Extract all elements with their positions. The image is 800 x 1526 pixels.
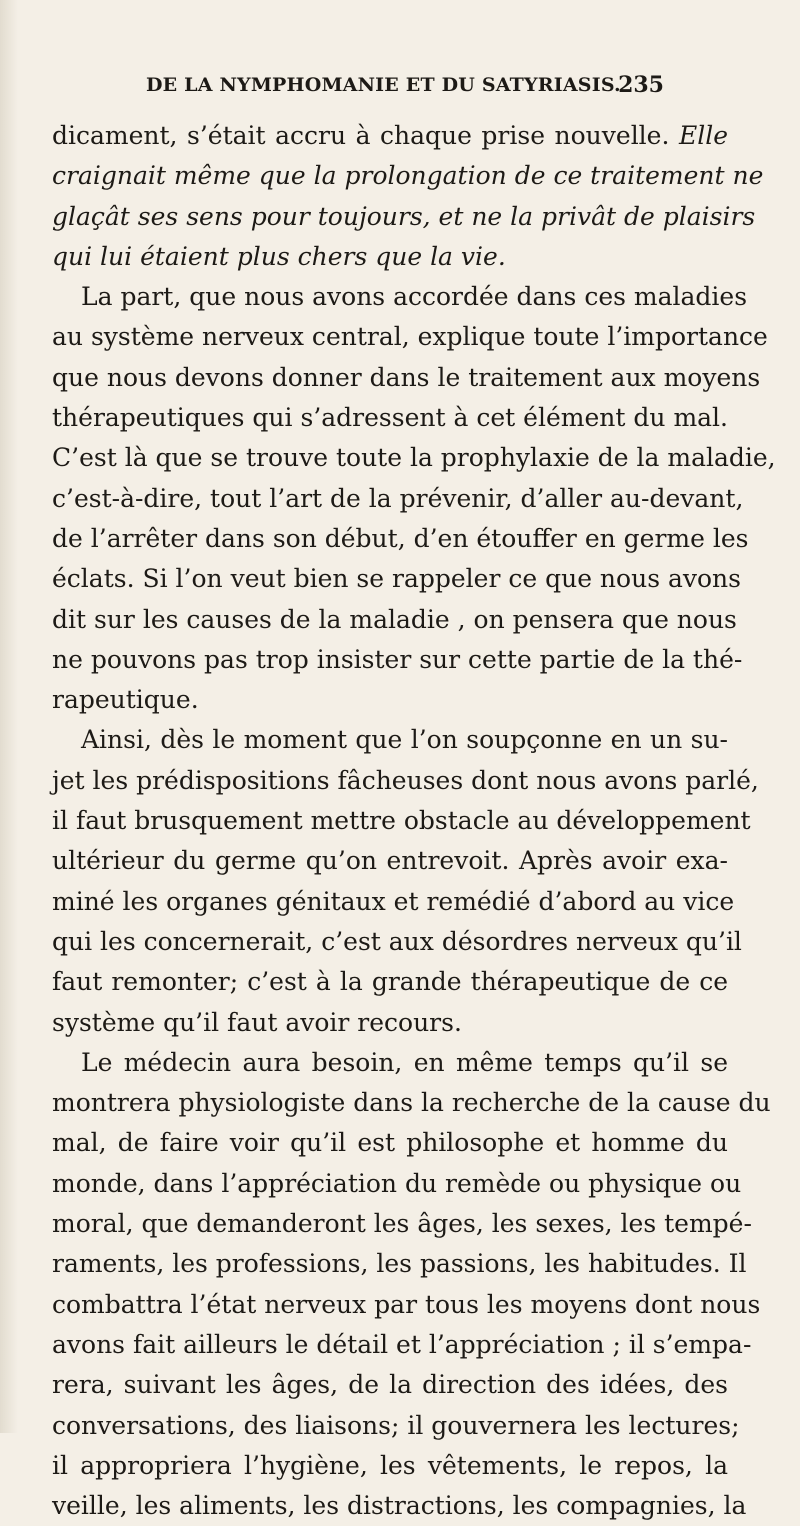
text-line <box>52 600 737 640</box>
text-line <box>52 317 768 357</box>
text-segment: C’est là que se trouve toute la prophylaxie de la maladie, <box>52 443 776 473</box>
text-line <box>52 519 749 559</box>
text-line <box>52 1365 728 1405</box>
text-line <box>52 1003 728 1043</box>
text-line <box>52 1325 752 1365</box>
text-segment: miné les organes génitaux et remédié d’abord au vice <box>52 886 735 916</box>
text-line <box>52 559 741 599</box>
text-line <box>52 801 751 841</box>
text-segment: ultérieur du germe qu’on entrevoit. Après avoir exa- <box>52 846 728 876</box>
text-line <box>52 358 761 398</box>
text-line <box>52 1123 728 1163</box>
text-line <box>52 640 743 680</box>
text-segment: il appropriera l’hygiène, les vêtements, le repos, la <box>52 1450 728 1480</box>
text-line <box>52 962 728 1002</box>
text-segment: La part, que nous avons accordée dans ces maladies <box>81 282 748 312</box>
italic-text-segment: craignait même que la prolongation de ce traitement ne <box>52 161 764 191</box>
text-segment: conversations, des liaisons; il gouvernera les lectures; <box>52 1410 740 1440</box>
italic-text-segment: qui lui étaient plus chers que la vie. <box>52 241 506 271</box>
text-segment: rera, suivant les âges, de la direction des idées, des <box>52 1370 728 1400</box>
italic-text-segment: Elle <box>678 121 728 150</box>
running-head <box>146 74 664 104</box>
text-line <box>52 1043 728 1083</box>
text-line <box>52 761 759 801</box>
text-segment: Ainsi, dès le moment que l’on soupçonne en un su- <box>81 725 728 755</box>
text-segment: monde, dans l’appréciation du remède ou physique ou <box>52 1168 742 1198</box>
text-segment: veille, les aliments, les distractions, les compagnies, la <box>52 1491 747 1521</box>
text-segment: Le médecin aura besoin, en même temps qu’il se <box>81 1047 728 1077</box>
text-line <box>52 680 728 720</box>
text-line <box>52 1446 728 1486</box>
text-segment: moral, que demanderont les âges, les sexes, les tempé- <box>52 1209 752 1239</box>
text-line <box>52 197 756 237</box>
text-line <box>52 1486 747 1526</box>
text-line <box>52 156 764 196</box>
text-line <box>52 882 735 922</box>
text-segment: de l’arrêter dans son début, d’en étouffer en germe les <box>52 523 749 553</box>
text-segment: système qu’il faut avoir recours. <box>52 1007 462 1037</box>
text-segment: rapeutique. <box>52 685 199 715</box>
text-line <box>52 922 742 962</box>
page-number: 235 <box>618 72 664 98</box>
text-segment: dit sur les causes de la maladie , on pensera que nous <box>52 604 737 634</box>
text-segment: montrera physiologiste dans la recherche de la cause du <box>52 1088 771 1118</box>
text-segment: que nous devons donner dans le traitement aux moyens <box>52 362 761 392</box>
text-segment: faut remonter; c’est à la grande thérapeutique de ce <box>52 967 728 997</box>
text-line <box>52 1164 742 1204</box>
text-segment: il faut brusquement mettre obstacle au développement <box>52 806 751 836</box>
text-segment: mal, de faire voir qu’il est philosophe et homme du <box>52 1128 728 1158</box>
text-segment: raments, les professions, les passions, les habitudes. Il <box>52 1249 747 1279</box>
text-line <box>52 1406 740 1446</box>
text-segment: jet les prédispositions fâcheuses dont nous avons parlé, <box>52 765 759 795</box>
text-segment: au système nerveux central, explique toute l’importance <box>52 322 768 352</box>
text-line <box>52 479 744 519</box>
text-line <box>52 1285 761 1325</box>
italic-text-segment: glaçât ses sens pour toujours, et ne la privât de plaisirs <box>52 201 756 231</box>
text-segment: thérapeutiques qui s’adressent à cet élément du mal. <box>52 403 728 433</box>
header-title: DE LA NYMPHOMANIE ET DU SATYRIASIS. <box>146 74 621 96</box>
text-line <box>52 277 748 317</box>
text-line <box>52 1083 771 1123</box>
text-line <box>52 1204 752 1244</box>
text-line <box>52 720 728 760</box>
text-segment: dicament, s’était accru à chaque prise nouvelle. <box>52 121 679 150</box>
text-segment: c’est-à-dire, tout l’art de la prévenir, d’aller au-devant, <box>52 483 744 513</box>
text-line <box>52 116 728 156</box>
text-segment: éclats. Si l’on veut bien se rappeler ce que nous avons <box>52 564 741 594</box>
body-text <box>52 116 776 1526</box>
text-line <box>52 438 776 478</box>
text-segment: ne pouvons pas trop insister sur cette partie de la thé- <box>52 644 743 674</box>
text-line <box>52 237 728 277</box>
text-line <box>52 1244 747 1284</box>
text-line <box>52 841 728 881</box>
text-segment: avons fait ailleurs le détail et l’appréciation ; il s’empa- <box>52 1329 752 1359</box>
text-segment: qui les concernerait, c’est aux désordres nerveux qu’il <box>52 926 742 956</box>
text-segment: combattra l’état nerveux par tous les moyens dont nous <box>52 1289 761 1319</box>
page-edge-shadow <box>0 0 18 1433</box>
text-line <box>52 398 728 438</box>
